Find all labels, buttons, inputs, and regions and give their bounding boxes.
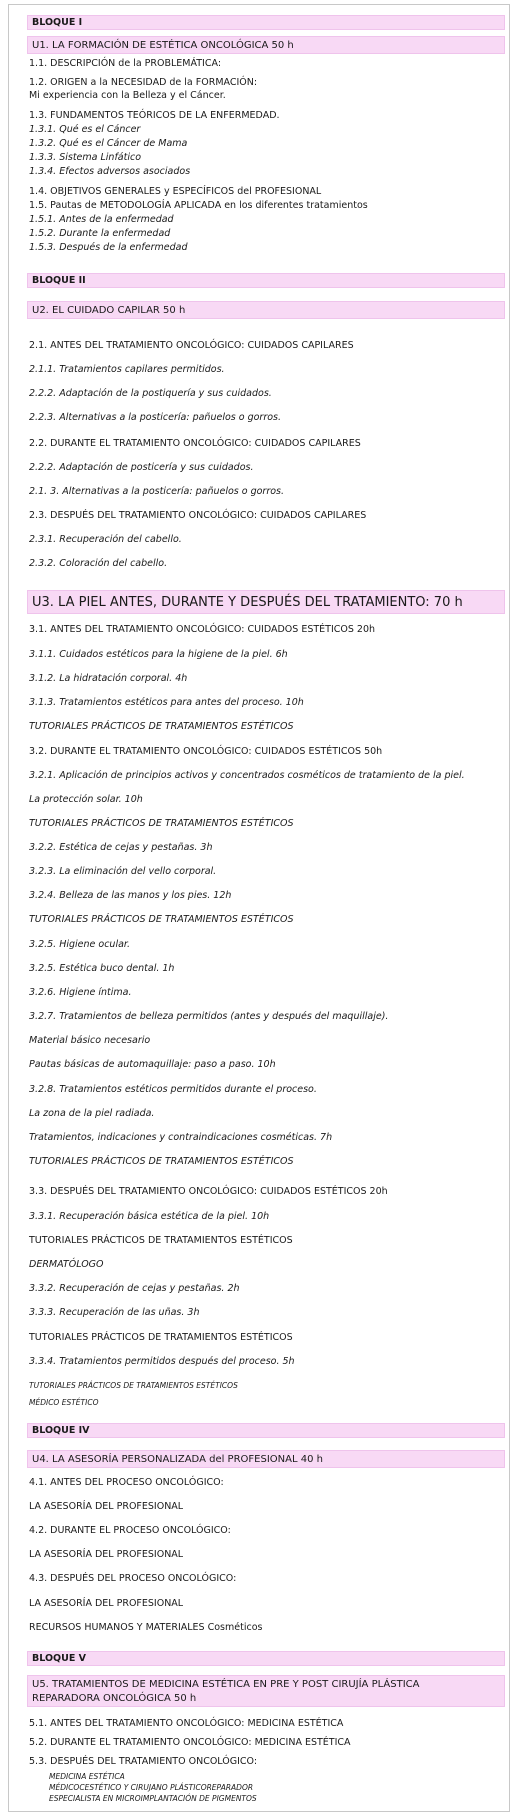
- line: 2.1.1. Tratamientos capilares permitidos.: [29, 364, 225, 375]
- line: TUTORIALES PRÁCTICOS DE TRATAMIENTOS ESTÉTICOS: [29, 1156, 294, 1167]
- line: 1.5.2. Durante la enfermedad: [29, 228, 171, 239]
- line: 2.2. DURANTE EL TRATAMIENTO ONCOLÓGICO: CUIDADOS CAPILARES: [29, 438, 361, 449]
- line: LA ASESORÍA DEL PROFESIONAL: [29, 1549, 184, 1560]
- line: 1.3. FUNDAMENTOS TEÓRICOS DE LA ENFERMEDAD.: [29, 110, 280, 121]
- line: 3.1.2. La hidratación corporal. 4h: [29, 673, 188, 684]
- line: 3.1.3. Tratamientos estéticos para antes del proceso. 10h: [29, 697, 304, 708]
- line: 2.2.2. Adaptación de posticería y sus cuidados.: [29, 462, 254, 473]
- line: 3.2.7. Tratamientos de belleza permitidos (antes y después del maquillaje).: [29, 1011, 389, 1022]
- line: 3.3. DESPUÉS DEL TRATAMIENTO ONCOLÓGICO: CUIDADOS ESTÉTICOS 20h: [29, 1186, 388, 1197]
- unit-3-title: U3. LA PIEL ANTES, DURANTE Y DESPUÉS DEL TRATAMIENTO: 70 h: [27, 590, 505, 614]
- line: TUTORIALES PRÁCTICOS DE TRATAMIENTOS ESTÉTICOS: [29, 1381, 238, 1390]
- line: 3.2.1. Aplicación de principios activos y concentrados cosméticos de tratamiento de la piel.: [29, 770, 465, 781]
- line: 2.3.1. Recuperación del cabello.: [29, 534, 182, 545]
- line: TUTORIALES PRÁCTICOS DE TRATAMIENTOS ESTÉTICOS: [29, 818, 294, 829]
- line: RECURSOS HUMANOS Y MATERIALES Cosméticos: [29, 1622, 263, 1633]
- line: 1.3.2. Qué es el Cáncer de Mama: [29, 138, 188, 149]
- line: 3.3.2. Recuperación de cejas y pestañas. 2h: [29, 1283, 240, 1294]
- bloque-5-header: BLOQUE V: [27, 1651, 505, 1666]
- line: TUTORIALES PRÁCTICOS DE TRATAMIENTOS ESTÉTICOS: [29, 914, 294, 925]
- line: 3.1. ANTES DEL TRATAMIENTO ONCOLÓGICO: CUIDADOS ESTÉTICOS 20h: [29, 624, 376, 635]
- line: 1.5.1. Antes de la enfermedad: [29, 214, 174, 225]
- line: 4.3. DESPUÉS DEL PROCESO ONCOLÓGICO:: [29, 1573, 237, 1584]
- line: 1.3.1. Qué es el Cáncer: [29, 124, 141, 135]
- line: 2.1. 3. Alternativas a la posticería: pañuelos o gorros.: [29, 486, 285, 497]
- line: 5.3. DESPUÉS DEL TRATAMIENTO ONCOLÓGICO:: [29, 1756, 258, 1767]
- line: MEDICINA ESTÉTICA: [49, 1772, 125, 1781]
- unit-1-title: U1. LA FORMACIÓN DE ESTÉTICA ONCOLÓGICA 50 h: [27, 36, 505, 54]
- line: LA ASESORÍA DEL PROFESIONAL: [29, 1501, 184, 1512]
- unit-2-title: U2. EL CUIDADO CAPILAR 50 h: [27, 301, 505, 319]
- line: Tratamientos, indicaciones y contraindicaciones cosméticas. 7h: [29, 1132, 333, 1143]
- line: 3.2.2. Estética de cejas y pestañas. 3h: [29, 842, 213, 853]
- line: 1.3.3. Sistema Linfático: [29, 152, 142, 163]
- unit-5-title: [27, 1675, 505, 1707]
- line: Material básico necesario: [29, 1035, 151, 1046]
- line: 3.2.5. Estética buco dental. 1h: [29, 963, 175, 974]
- unit-5-title-line-2: REPARADORA ONCOLÓGICA 50 h: [32, 1693, 197, 1704]
- line: 3.3.4. Tratamientos permitidos después del proceso. 5h: [29, 1356, 295, 1367]
- bloque-1-header: BLOQUE I: [27, 15, 505, 30]
- line: 2.2.2. Adaptación de la postiquería y sus cuidados.: [29, 388, 272, 399]
- line: MÉDICO ESTÉTICO: [29, 1398, 99, 1407]
- line: 2.3. DESPUÉS DEL TRATAMIENTO ONCOLÓGICO: CUIDADOS CAPILARES: [29, 510, 367, 521]
- unit-5-title-line-1: U5. TRATAMIENTOS DE MEDICINA ESTÉTICA EN PRE Y POST CIRUJÍA PLÁSTICA: [32, 1679, 420, 1690]
- line: 1.5. Pautas de METODOLOGÍA APLICADA en los diferentes tratamientos: [29, 200, 368, 211]
- line: TUTORIALES PRÁCTICOS DE TRATAMIENTOS ESTÉTICOS: [29, 1332, 293, 1343]
- line: MÉDICOCESTÉTICO Y CIRUJANO PLÁSTICOREPARADOR: [49, 1783, 254, 1792]
- unit-4-title: U4. LA ASESORÍA PERSONALIZADA del PROFESIONAL 40 h: [27, 1450, 505, 1468]
- line: 4.1. ANTES DEL PROCESO ONCOLÓGICO:: [29, 1477, 224, 1488]
- line: 1.1. DESCRIPCIÓN de la PROBLEMÁTICA:: [29, 58, 222, 69]
- line: TUTORIALES PRÁCTICOS DE TRATAMIENTOS ESTÉTICOS: [29, 721, 294, 732]
- line: 3.2.3. La eliminación del vello corporal.: [29, 866, 217, 877]
- line: 4.2. DURANTE EL PROCESO ONCOLÓGICO:: [29, 1525, 231, 1536]
- line: 3.1.1. Cuidados estéticos para la higiene de la piel. 6h: [29, 649, 288, 660]
- line: 2.2.3. Alternativas a la posticería: pañuelos o gorros.: [29, 412, 282, 423]
- line: ESPECIALISTA EN MICROIMPLANTACIÓN DE PIGMENTOS: [49, 1794, 257, 1803]
- line: 1.3.4. Efectos adversos asociados: [29, 166, 191, 177]
- line: 5.1. ANTES DEL TRATAMIENTO ONCOLÓGICO: MEDICINA ESTÉTICA: [29, 1718, 344, 1729]
- line: 3.3.3. Recuperación de las uñas. 3h: [29, 1307, 200, 1318]
- line: 3.3.1. Recuperación básica estética de la piel. 10h: [29, 1211, 270, 1222]
- line: LA ASESORÍA DEL PROFESIONAL: [29, 1598, 184, 1609]
- line: 2.3.2. Coloración del cabello.: [29, 558, 168, 569]
- document-frame: [8, 4, 510, 1812]
- line: La protección solar. 10h: [29, 794, 143, 805]
- line: 1.4. OBJETIVOS GENERALES y ESPECÍFICOS del PROFESIONAL: [29, 186, 322, 197]
- line: 2.1. ANTES DEL TRATAMIENTO ONCOLÓGICO: CUIDADOS CAPILARES: [29, 340, 354, 351]
- line: 3.2.5. Higiene ocular.: [29, 939, 130, 950]
- bloque-4-header: BLOQUE IV: [27, 1423, 505, 1438]
- line: 3.2. DURANTE EL TRATAMIENTO ONCOLÓGICO: CUIDADOS ESTÉTICOS 50h: [29, 746, 383, 757]
- line: 3.2.4. Belleza de las manos y los pies. 12h: [29, 890, 232, 901]
- line: 5.2. DURANTE EL TRATAMIENTO ONCOLÓGICO: MEDICINA ESTÉTICA: [29, 1737, 351, 1748]
- line: 3.2.6. Higiene íntima.: [29, 987, 132, 998]
- bloque-2-header: BLOQUE II: [27, 273, 505, 288]
- line: TUTORIALES PRÁCTICOS DE TRATAMIENTOS ESTÉTICOS: [29, 1235, 293, 1246]
- line: 3.2.8. Tratamientos estéticos permitidos durante el proceso.: [29, 1084, 317, 1095]
- line: La zona de la piel radiada.: [29, 1108, 155, 1119]
- line: DERMATÓLOGO: [29, 1259, 104, 1270]
- line: Mi experiencia con la Belleza y el Cáncer.: [29, 90, 226, 101]
- line: 1.2. ORIGEN a la NECESIDAD de la FORMACIÓN:: [29, 77, 258, 88]
- line: 1.5.3. Después de la enfermedad: [29, 242, 188, 253]
- line: Pautas básicas de automaquillaje: paso a paso. 10h: [29, 1059, 276, 1070]
